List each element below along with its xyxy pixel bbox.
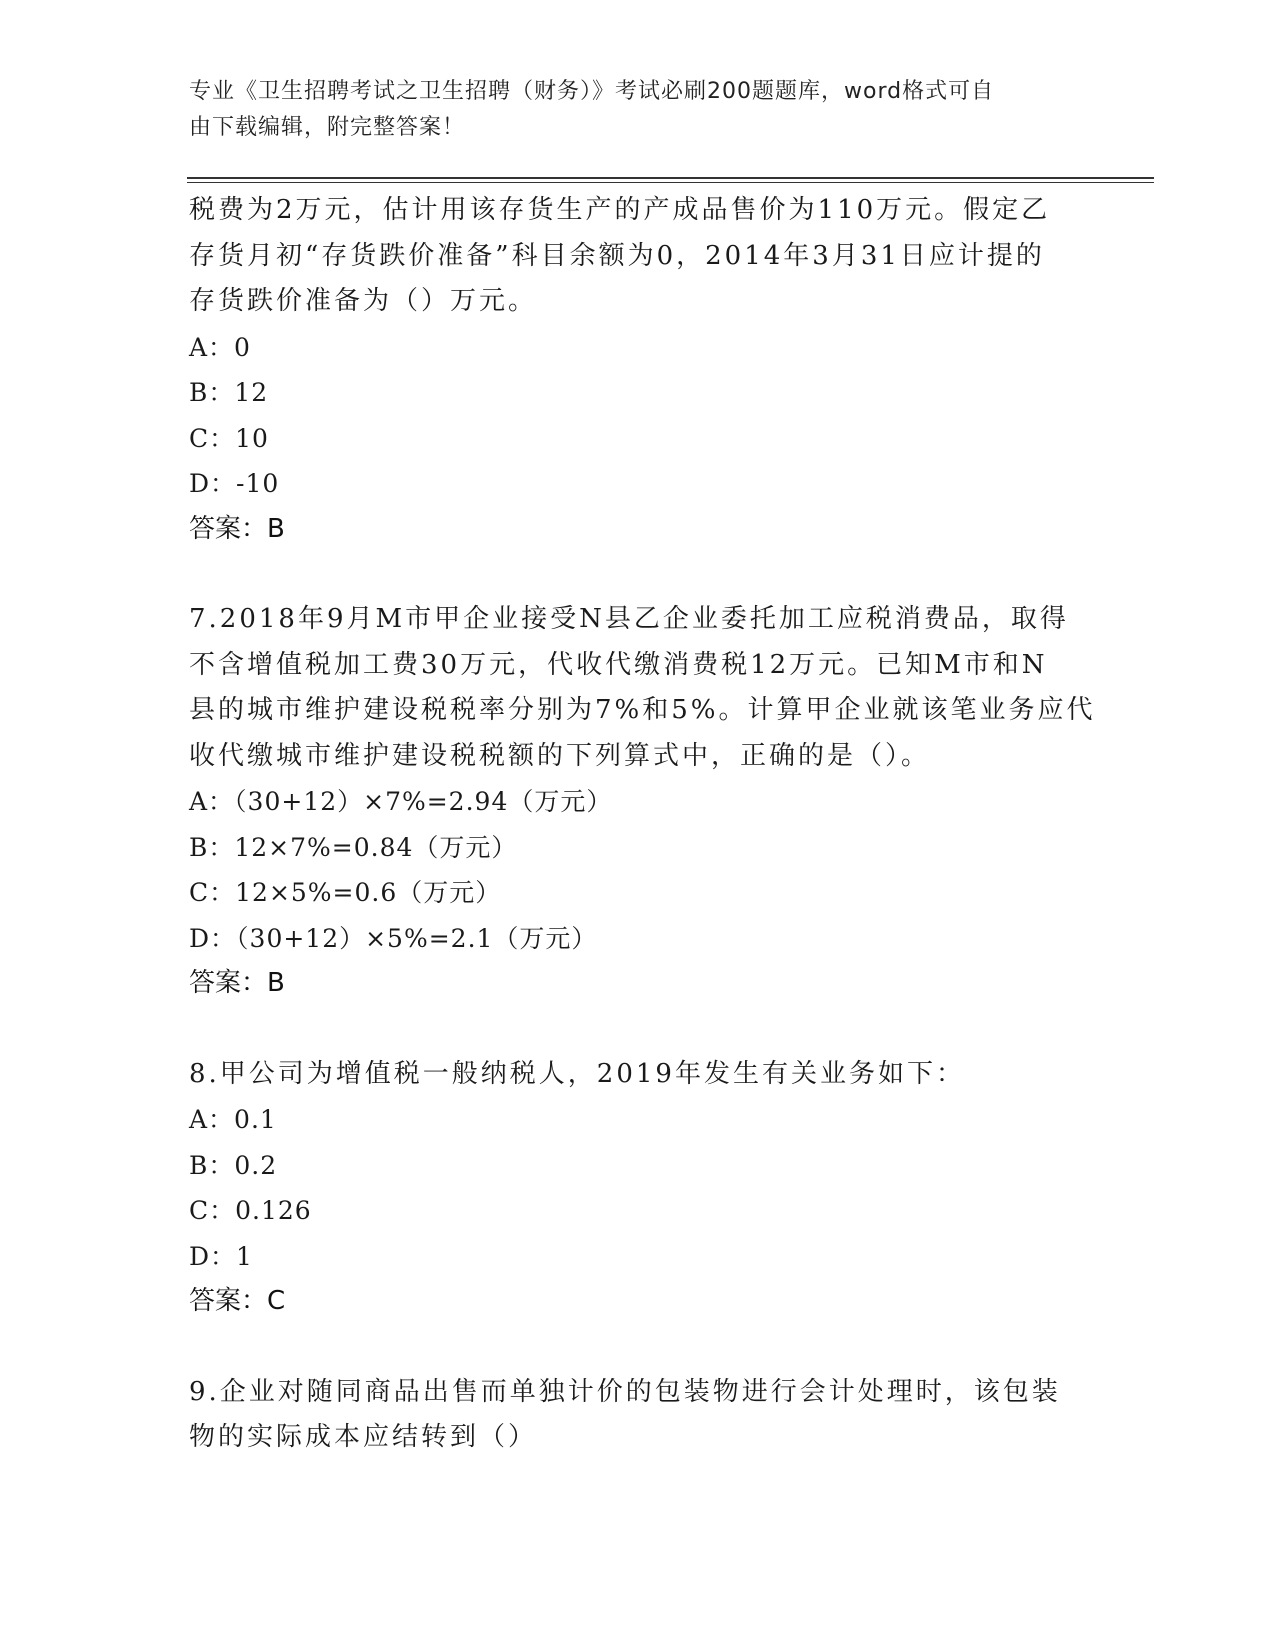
answer: 答案：B <box>189 513 285 544</box>
option-a: A：0 <box>189 332 251 362</box>
header-divider-thin <box>187 182 1154 183</box>
option-d: D：-10 <box>189 469 280 498</box>
option-b: B：0.2 <box>189 1150 278 1180</box>
question-9 <box>189 1370 1089 1461</box>
question-text-line: 不含增值税加工费30万元，代收代缴消费税12万元。已知M市和N <box>189 649 1048 680</box>
question-text-line: 9.企业对随同商品出售而单独计价的包装物进行会计处理时，该包装 <box>189 1376 1061 1407</box>
header-divider-thick <box>187 177 1154 179</box>
question-text-line: 县的城市维护建设税税率分别为7%和5%。计算甲企业就该笔业务应代 <box>189 695 1096 725</box>
option-d: D：（30+12）×5%=2.1（万元） <box>189 923 598 953</box>
option-a: A：（30+12）×7%=2.94（万元） <box>189 787 613 816</box>
option-c: C：10 <box>189 423 269 453</box>
question-7 <box>189 597 1096 1007</box>
question-text-line: 8.甲公司为增值税一般纳税人，2019年发生有关业务如下： <box>189 1058 965 1089</box>
header-line-2: 由下载编辑，附完整答案！ <box>189 115 466 140</box>
header-line-1: 专业《卫生招聘考试之卫生招聘（财务）》考试必刷200题题库，word格式可自 <box>189 79 995 104</box>
question-text-line: 存货月初“存货跌价准备”科目余额为0，2014年3月31日应计提的 <box>189 240 1045 271</box>
option-b: B：12×7%=0.84（万元） <box>189 832 518 862</box>
question-8 <box>189 1052 1089 1325</box>
document-header <box>189 74 1069 146</box>
question-text-line: 税费为2万元，估计用该存货生产的产成品售价为110万元。假定乙 <box>189 195 1051 225</box>
question-content <box>189 188 1096 1461</box>
question-6 <box>189 188 1089 552</box>
option-b: B：12 <box>189 378 269 407</box>
option-d: D：1 <box>189 1241 253 1271</box>
answer: 答案：C <box>189 1286 286 1316</box>
question-text-line: 物的实际成本应结转到（） <box>189 1422 538 1452</box>
spacer <box>189 552 1089 597</box>
option-c: C：12×5%=0.6（万元） <box>189 878 502 907</box>
answer: 答案：B <box>189 968 285 998</box>
spacer <box>189 1007 1089 1052</box>
option-c: C：0.126 <box>189 1196 312 1225</box>
question-text-line: 收代缴城市维护建设税税额的下列算式中，正确的是（）。 <box>189 740 931 771</box>
question-text-line: 存货跌价准备为（）万元。 <box>189 286 538 316</box>
question-text-line: 7.2018年9月M市甲企业接受N县乙企业委托加工应税消费品，取得 <box>189 604 1069 634</box>
option-a: A：0.1 <box>189 1105 277 1134</box>
spacer <box>189 1325 1089 1370</box>
